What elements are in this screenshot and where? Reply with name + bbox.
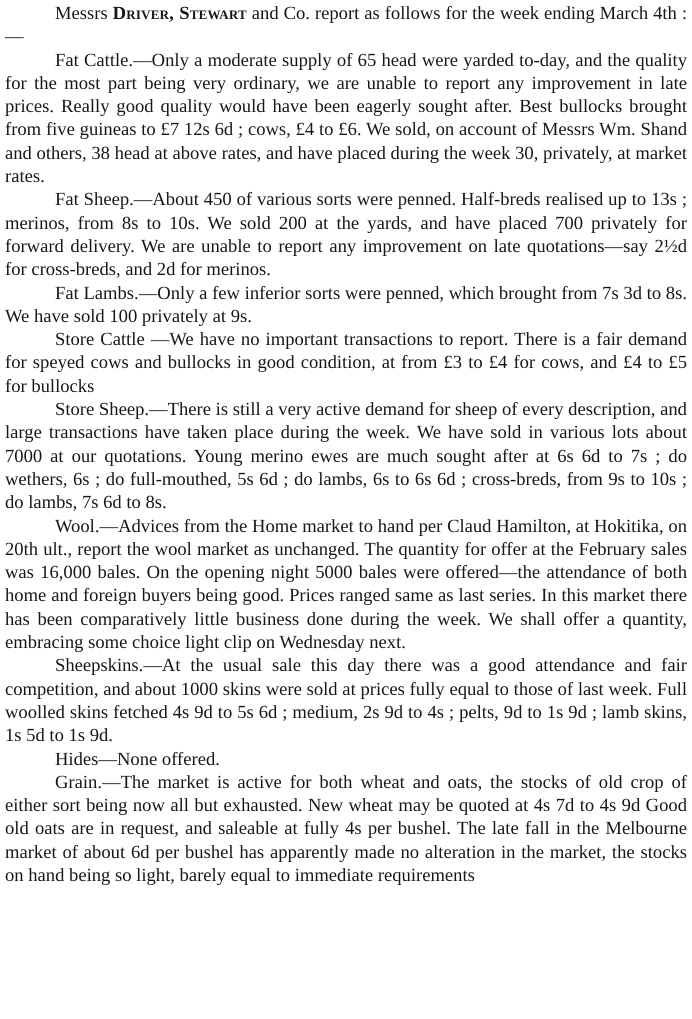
body-sheepskins: —At the usual sale this day there was a good attendance and fair competition, and about 1000 skins were sold at prices fully equal to those of last week. Full woolled skins fetched 4s 9d to 5s 6d ; medium, 2s 9d to 4s ; pelts, 9d to 1s 9d ; lamb skins, 1s 5d to 1s 9d.: [5, 655, 687, 747]
paragraph-store-cattle: [5, 328, 687, 398]
paragraph-sheepskins: [5, 654, 687, 747]
body-grain: —The market is active for both wheat and oats, the stocks of old crop of either sort being now all but exhausted. New wheat may be quoted at 4s 7d to 4s 9d Good old oats are in request, and saleable at fully 4s per bushel. The late fall in the Melbourne market of about 6d per bushel has apparently made no alteration in the market, the stocks on hand being so light, barely equal to immediate requirements: [5, 771, 687, 886]
heading-fat-sheep: Fat Sheep.: [55, 189, 134, 211]
paragraph-wool: [5, 515, 687, 655]
paragraph-store-sheep: [5, 398, 687, 514]
report-intro: [5, 2, 687, 49]
paragraph-hides: [5, 748, 687, 771]
heading-store-sheep: Store Sheep.: [55, 399, 150, 421]
paragraph-fat-sheep: [5, 188, 687, 281]
heading-grain: Grain.: [55, 771, 102, 793]
body-fat-cattle: —Only a moderate supply of 65 head were yarded to-day, and the quality for the most part being very ordinary, we are unable to report any improvement in late prices. Really good quality would have been eagerly sought after. Best bullocks brought from five guineas to £7 12s 6d ; cows, £4 to £6. We sold, on account of Messrs Wm. Shand and others, 38 head at above rates, and have placed during the week 30, privately, at market rates.: [5, 49, 687, 188]
paragraph-fat-cattle: [5, 49, 687, 189]
heading-sheepskins: Sheepskins.: [55, 655, 144, 677]
body-wool: —Advices from the Home market to hand per Claud Hamilton, at Hokitika, on 20th ult., report the wool market as unchanged. The quantity for offer at the February sales was 16,000 bales. On the opening night 5000 bales were offered—the attendance of both home and foreign buyers being good. Prices ranged same as last series. In this market there has been comparatively little business done during the week. We shall offer a quantity, embracing some choice light clip on Wednesday next.: [5, 515, 687, 654]
heading-store-cattle: Store Cattle: [55, 329, 145, 351]
market-report-article: [5, 2, 687, 887]
firm-name: Driver, Stewart: [112, 3, 247, 24]
heading-wool: Wool.: [55, 515, 100, 537]
paragraph-grain: [5, 771, 687, 887]
paragraph-fat-lambs: [5, 282, 687, 329]
body-store-sheep: —There is still a very active demand for sheep of every description, and large transactions have taken place during the week. We have sold in various lots about 7000 at our quotations. Young merino ewes are much sought after at 6s 6d to 7s ; do wethers, 6s ; do full-mouthed, 5s 6d ; do lambs, 6s to 6s 6d ; cross-breds, from 9s to 10s ; do lambs, 7s 6d to 8s.: [5, 399, 687, 514]
intro-prefix: Messrs: [55, 3, 113, 24]
heading-fat-lambs: Fat Lambs.: [55, 282, 139, 304]
heading-hides: Hides: [55, 748, 99, 770]
intro-suffix: and Co. report as follows for the week ending March 4th :—: [5, 3, 687, 48]
body-fat-sheep: —About 450 of various sorts were penned. Half-breds realised up to 13s ; merinos, from 8s to 10s. We sold 200 at the yards, and have placed 700 privately for forward delivery. We are unable to report any improvement on late quotations—say 2½d for cross-breds, and 2d for merinos.: [5, 189, 687, 281]
body-fat-lambs: —Only a few inferior sorts were penned, which brought from 7s 3d to 8s. We have sold 100 privately at 9s.: [5, 282, 687, 327]
body-store-cattle: —We have no important transactions to report. There is a fair demand for speyed cows and bullocks in good condition, at from £3 to £4 for cows, and £4 to £5 for bullocks: [5, 329, 687, 397]
heading-fat-cattle: Fat Cattle.: [55, 49, 134, 71]
body-hides: —None offered.: [98, 748, 220, 770]
